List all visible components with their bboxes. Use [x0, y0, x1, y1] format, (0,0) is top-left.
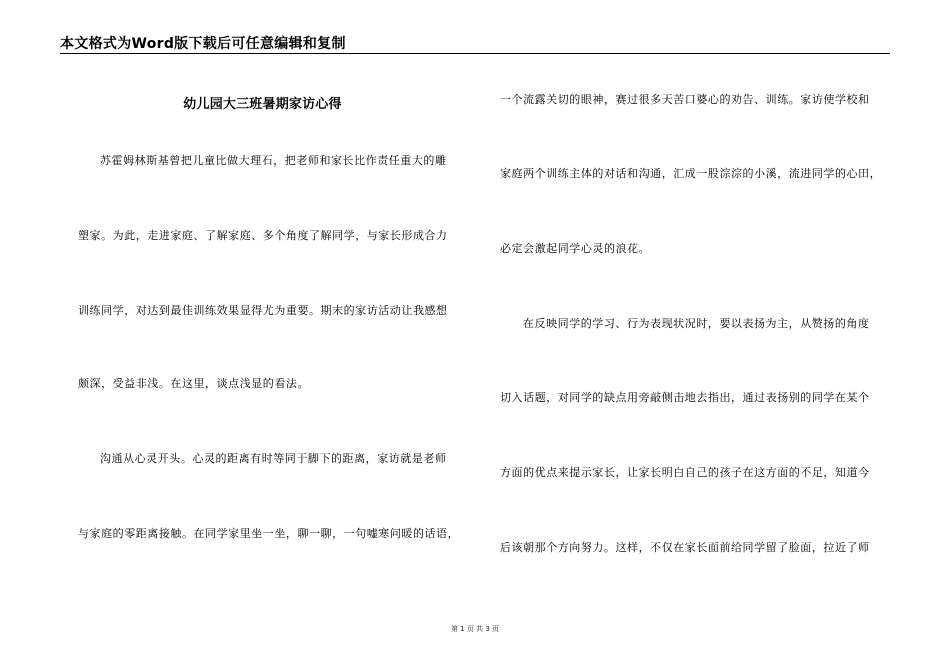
paragraph-line: 与家庭的零距离接触。在同学家里坐一坐，聊一聊，一句嘘寒问暖的话语，: [78, 527, 460, 540]
document-banner: 本文格式为Word版下载后可任意编辑和复制: [60, 36, 346, 52]
paragraph-line: 在反映同学的学习、行为表现状况时，要以表扬为主，从赞扬的角度: [523, 317, 870, 330]
paragraph-line: 家庭两个训练主体的对话和沟通，汇成一股淙淙的小溪，流进同学的心田，: [500, 167, 882, 180]
paragraph-line: 切入话题，对同学的缺点用旁敲侧击地去指出，通过表扬别的同学在某个: [500, 391, 870, 404]
header-divider: [60, 53, 890, 54]
paragraph-line: 后该朝那个方向努力。这样，不仅在家长面前给同学留了脸面，拉近了师: [500, 541, 870, 554]
paragraph-line: 沟通从心灵开头。心灵的距离有时等同于脚下的距离，家访就是老师: [100, 452, 447, 465]
paragraph-line: 方面的优点来提示家长，让家长明白自己的孩子在这方面的不足，知道今: [500, 466, 870, 479]
paragraph-line: 塑家。为此，走进家庭、了解家庭、多个角度了解同学，与家长形成合力: [78, 229, 448, 242]
paragraph-line: 苏霍姆林斯基曾把儿童比做大理石，把老师和家长比作责任重大的雕: [100, 154, 447, 167]
paragraph-line: 颇深，受益非浅。在这里，谈点浅显的看法。: [78, 377, 309, 390]
paragraph-line: 训练同学，对达到最佳训练效果显得尤为重要。期末的家访活动让我感想: [78, 304, 448, 317]
paragraph-line: 必定会激起同学心灵的浪花。: [500, 242, 651, 255]
document-title: 幼儿园大三班暑期家访心得: [183, 97, 342, 112]
paragraph-line: 一个流露关切的眼神，赛过很多天苦口婆心的劝告、训练。家访使学校和: [500, 93, 870, 106]
page-number: 第 1 页 共 3 页: [450, 625, 500, 633]
